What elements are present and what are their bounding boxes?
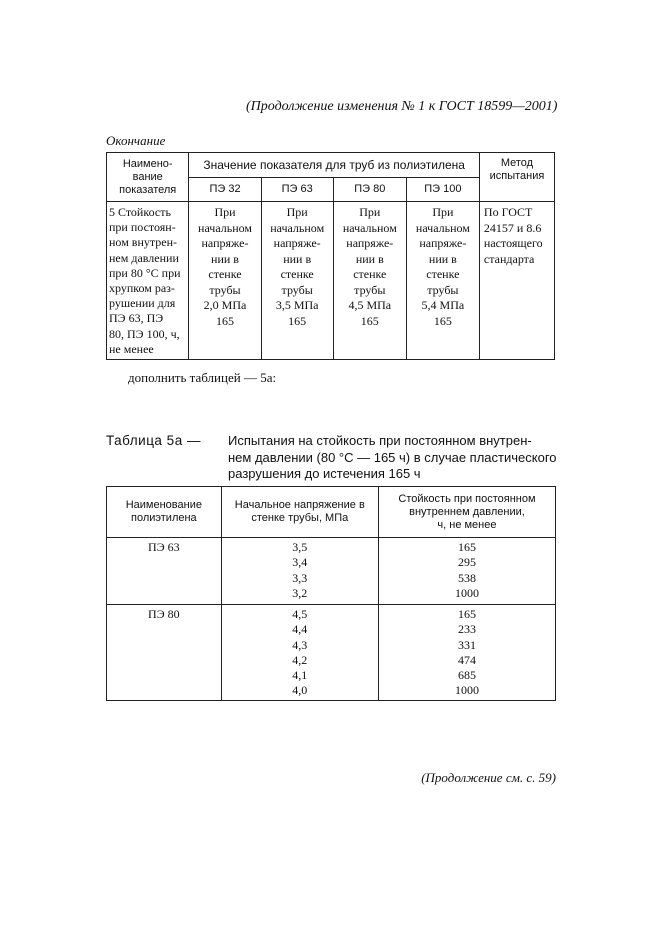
t2-group-time — [378, 605, 555, 701]
t1-name-line: при 80 °С при — [109, 265, 181, 280]
caption-line: разрушения до истечения 165 ч — [228, 466, 421, 481]
t2-value: 474 — [457, 652, 476, 667]
t1-cell-line: стенке — [426, 267, 460, 281]
t1-header-name: Наимено- вание показателя — [107, 153, 189, 202]
t1-cell-line: При — [286, 205, 308, 219]
t2-header-name: Наименование полиэтилена — [107, 487, 222, 538]
t1-cell-pe100 — [406, 202, 479, 360]
t1-subheader-pe80: ПЭ 80 — [333, 178, 406, 202]
table-5a — [106, 486, 556, 701]
t1-cell-line: стенке — [280, 267, 314, 281]
t2-value: 4,4 — [292, 622, 308, 637]
t1-cell-line: При — [359, 205, 381, 219]
t1-cell-line: трубы — [209, 282, 241, 297]
caption-line: Испытания на стойкость при постоянном внутрен- — [228, 433, 532, 448]
t1-cell-pe63 — [261, 202, 333, 360]
t2-value: 538 — [457, 570, 476, 585]
instruction-text: дополнить таблицей — 5а: — [128, 370, 277, 385]
t1-cell-line: 4,5 МПа — [348, 298, 392, 312]
t2-value: 3,3 — [292, 570, 308, 585]
t2-group-time — [378, 538, 555, 605]
t1-name-line: нем давлении — [109, 250, 179, 265]
t1-subheader-pe100: ПЭ 100 — [406, 178, 479, 202]
t2-header-stress: Начальное напряжение в стенке трубы, МПа — [221, 487, 378, 538]
t1-cell-line: 5,4 МПа — [421, 298, 465, 312]
section-label: Окончание — [106, 133, 166, 148]
t2-value: 165 — [457, 607, 476, 621]
t1-cell-line: напряже- — [419, 236, 467, 250]
t2-group-name: ПЭ 63 — [107, 538, 222, 605]
t1-cell-line: При — [214, 205, 236, 219]
t1-method-line: стандарта — [483, 251, 535, 266]
table-caption-label: Таблица 5а — — [106, 433, 201, 448]
t1-cell-line: 2,0 МПа — [203, 298, 247, 312]
t1-cell-line: 165 — [360, 313, 379, 328]
t1-cell-method — [479, 202, 554, 360]
t1-cell-line: начальном — [270, 220, 325, 235]
t1-name-line: при постоян- — [109, 220, 176, 235]
t1-cell-line: начальном — [342, 220, 397, 235]
t1-header-method: Метод испытания — [479, 153, 554, 202]
t2-value: 685 — [457, 668, 476, 683]
t1-cell-line: напряже- — [273, 236, 321, 250]
t1-subheader-pe32: ПЭ 32 — [189, 178, 261, 202]
t2-value: 4,0 — [292, 683, 308, 698]
t2-value: 3,2 — [292, 585, 308, 600]
t1-cell-line: напряже- — [201, 236, 249, 250]
t2-value: 1000 — [454, 683, 479, 698]
t2-value: 4,1 — [292, 668, 308, 683]
t2-value: 4,5 — [292, 607, 308, 621]
t1-cell-line: нии в — [355, 251, 384, 266]
t1-cell-line: трубы — [281, 282, 313, 297]
t1-cell-line: нии в — [428, 251, 457, 266]
page-footer: (Продолжение см. с. 59) — [421, 770, 556, 785]
t1-cell-line: 165 — [216, 313, 234, 328]
t1-cell-pe32 — [189, 202, 261, 360]
t1-cell-line: трубы — [354, 282, 386, 297]
t1-cell-line: начальном — [198, 220, 252, 235]
t1-cell-line: начальном — [415, 220, 470, 235]
t1-header-values: Значение показателя для труб из полиэтилена — [189, 153, 480, 178]
t2-value: 165 — [457, 540, 476, 554]
t2-group-name: ПЭ 80 — [107, 605, 222, 701]
t2-value: 331 — [457, 637, 476, 652]
t1-method-line: настоящего — [483, 236, 543, 250]
t1-cell-line: стенке — [208, 267, 242, 281]
t1-name-line: рушении для — [109, 296, 176, 311]
t1-cell-line: трубы — [427, 282, 459, 297]
t1-cell-line: 165 — [288, 313, 307, 328]
t1-name-line: хрупком раз- — [109, 281, 175, 296]
t1-name-line: ПЭ 63, ПЭ — [109, 311, 164, 326]
t1-cell-line: При — [432, 205, 454, 219]
t1-row-name-lines — [109, 205, 186, 357]
t1-cell-line: 3,5 МПа — [275, 298, 319, 312]
t2-value: 4,2 — [292, 652, 308, 667]
t1-method-line: По ГОСТ — [483, 205, 533, 219]
t1-method-line: 24157 и 8.6 — [483, 220, 542, 235]
t1-cell-pe80 — [333, 202, 406, 360]
t2-value: 3,5 — [292, 540, 308, 554]
t2-value: 4,3 — [292, 637, 308, 652]
t1-name-line: ном внутрен- — [109, 235, 178, 250]
t2-value: 1000 — [454, 585, 479, 600]
t1-name-line: не менее — [109, 341, 154, 356]
t2-group-stress — [221, 538, 378, 605]
caption-line: нем давлении (80 °С — 165 ч) в случае пластического — [228, 449, 557, 465]
t1-subheader-pe63: ПЭ 63 — [261, 178, 333, 202]
t1-row-name — [107, 202, 189, 360]
t2-header-time: Стойкость при постоянном внутреннем давлении, ч, не менее — [378, 487, 555, 538]
t1-name-line: 5 Стойкость — [109, 205, 171, 219]
t1-cell-line: напряже- — [346, 236, 394, 250]
t1-cell-line: стенке — [353, 267, 387, 281]
table-caption-text — [228, 433, 556, 483]
t2-value: 233 — [457, 622, 476, 637]
t1-cell-line: нии в — [283, 251, 312, 266]
t1-cell-line: нии в — [211, 251, 239, 266]
page-header: (Продолжение изменения № 1 к ГОСТ 18599—2001) — [246, 99, 558, 114]
table-1 — [106, 152, 555, 360]
t2-value: 295 — [457, 555, 476, 570]
t2-value: 3,4 — [292, 555, 308, 570]
t1-cell-line: 165 — [433, 313, 452, 328]
t1-name-line: 80, ПЭ 100, ч, — [109, 326, 180, 341]
t2-group-stress — [221, 605, 378, 701]
